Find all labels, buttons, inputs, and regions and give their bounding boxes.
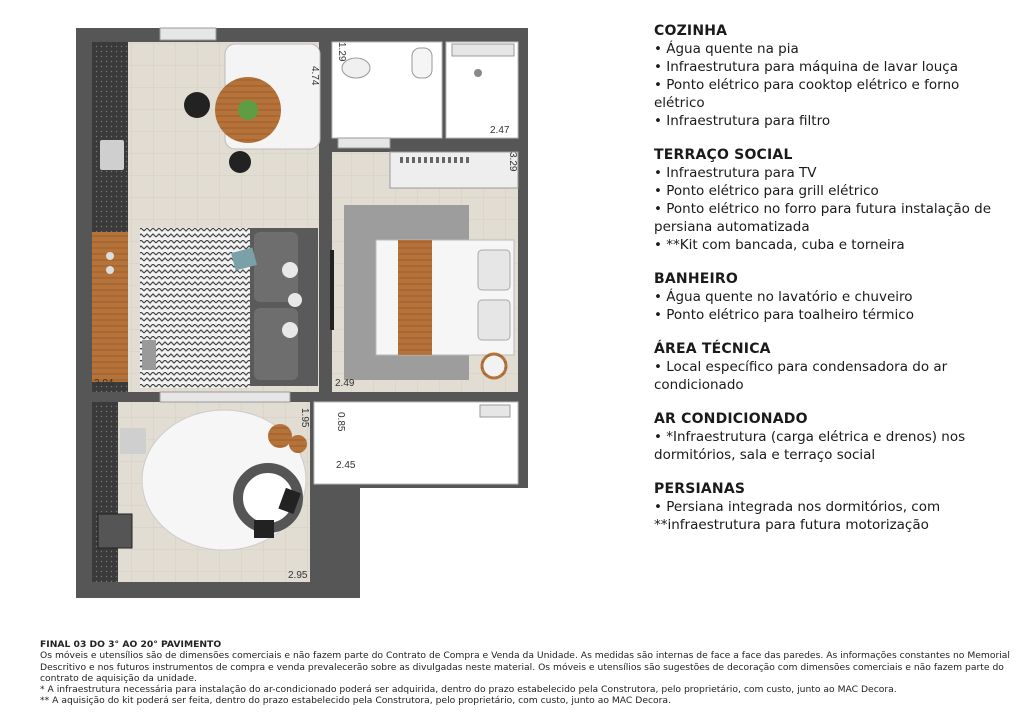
spec-item: • Água quente no lavatório e chuveiro <box>654 289 913 305</box>
dimension-label: 2.45 <box>336 460 356 471</box>
plant-icon <box>238 100 258 120</box>
spec-item: • Infraestrutura para filtro <box>654 113 831 129</box>
spec-item: • Ponto elétrico para grill elétrico <box>654 183 879 199</box>
dimension-label: 2.49 <box>335 378 355 389</box>
spec-title: ÁREA TÉCNICA <box>654 341 771 357</box>
spec-section-cozinha <box>654 22 1014 130</box>
spec-item: • Ponto elétrico no forro para futura instalação de persiana automatizada <box>654 201 992 235</box>
grill <box>98 514 132 548</box>
spec-title: TERRAÇO SOCIAL <box>654 147 793 163</box>
spec-title: BANHEIRO <box>654 271 738 287</box>
dimension-label: 3.04 <box>94 378 114 389</box>
spec-section-banheiro <box>654 270 1014 324</box>
spec-title: COZINHA <box>654 23 728 39</box>
footer-title: FINAL 03 DO 3° AO 20° PAVIMENTO <box>40 639 222 650</box>
living-room <box>92 28 320 392</box>
footer-line: ** A aquisição do kit poderá ser feita, dentro do prazo estabelecido pela Construtora, pelo proprietário, com custo, junto ao MAC Decora. <box>40 695 671 707</box>
spec-item: • Infraestrutura para TV <box>654 165 817 181</box>
spec-item: • Água quente na pia <box>654 41 799 57</box>
dimension-label: 0.85 <box>335 412 346 432</box>
footer-disclaimer <box>40 639 1010 707</box>
dimension-label: 1.29 <box>336 42 347 62</box>
side-table <box>268 424 292 448</box>
bed-runner <box>398 240 432 355</box>
spec-title: PERSIANAS <box>654 481 746 497</box>
chair-icon <box>184 92 210 118</box>
spec-title: AR CONDICIONADO <box>654 411 808 427</box>
nightstand <box>482 354 506 378</box>
dimension-label: 1.95 <box>299 408 310 428</box>
spec-item: • *Infraestrutura (carga elétrica e drenos) nos dormitórios, sala e terraço social <box>654 429 966 463</box>
specs-panel <box>654 22 1014 550</box>
spec-section-persianas <box>654 480 1014 534</box>
spec-section-ar-condicionado <box>654 410 1014 464</box>
spec-item: • Local específico para condensadora do ar condicionado <box>654 359 948 393</box>
terrace-sink <box>120 428 146 454</box>
spec-item: • **Kit com bancada, cuba e torneira <box>654 237 905 253</box>
spec-section-terraco <box>654 146 1014 254</box>
dimension-label: 2.47 <box>490 125 510 136</box>
dimension-label: 2.95 <box>288 570 308 581</box>
kitchen-sink <box>100 140 124 170</box>
spec-item: • Ponto elétrico para cooktop elétrico e forno elétrico <box>654 77 960 111</box>
toilet <box>412 48 432 78</box>
chair-icon <box>229 151 251 173</box>
zigzag-rug <box>140 228 250 388</box>
shower-drain <box>474 69 482 77</box>
spec-item: • Ponto elétrico para toalheiro térmico <box>654 307 914 323</box>
bedroom <box>330 152 518 392</box>
spec-item: • Persiana integrada nos dormitórios, com **infraestrutura para futura motorização <box>654 499 941 533</box>
spec-section-area-tecnica <box>654 340 1014 394</box>
footer-line: Os móveis e utensílios são de dimensões comerciais e não fazem parte do Contrato de Compra e Venda da Unidade. As medidas são internas de face a face das paredes. As informações constantes no Memorial Descritivo e nos futuros instrumentos de compra e venda prevalecerão sobre as divulgadas neste material. Os móveis e utensílios são sugestões de decoração com dimensões comerciais e não fazem parte do contrato de aquisição da unidade. <box>40 650 1010 684</box>
terrace-counter <box>92 402 118 582</box>
footer-line: * A infraestrutura necessária para instalação do ar-condicionado poderá ser adquirida, dentro do prazo estabelecido pela Construtora, pelo proprietário, com custo, junto ao MAC Decora. <box>40 684 897 696</box>
dimension-label: 4.74 <box>309 66 320 86</box>
dimension-label: 3.29 <box>507 152 518 172</box>
spec-item: • Infraestrutura para máquina de lavar louça <box>654 59 959 75</box>
